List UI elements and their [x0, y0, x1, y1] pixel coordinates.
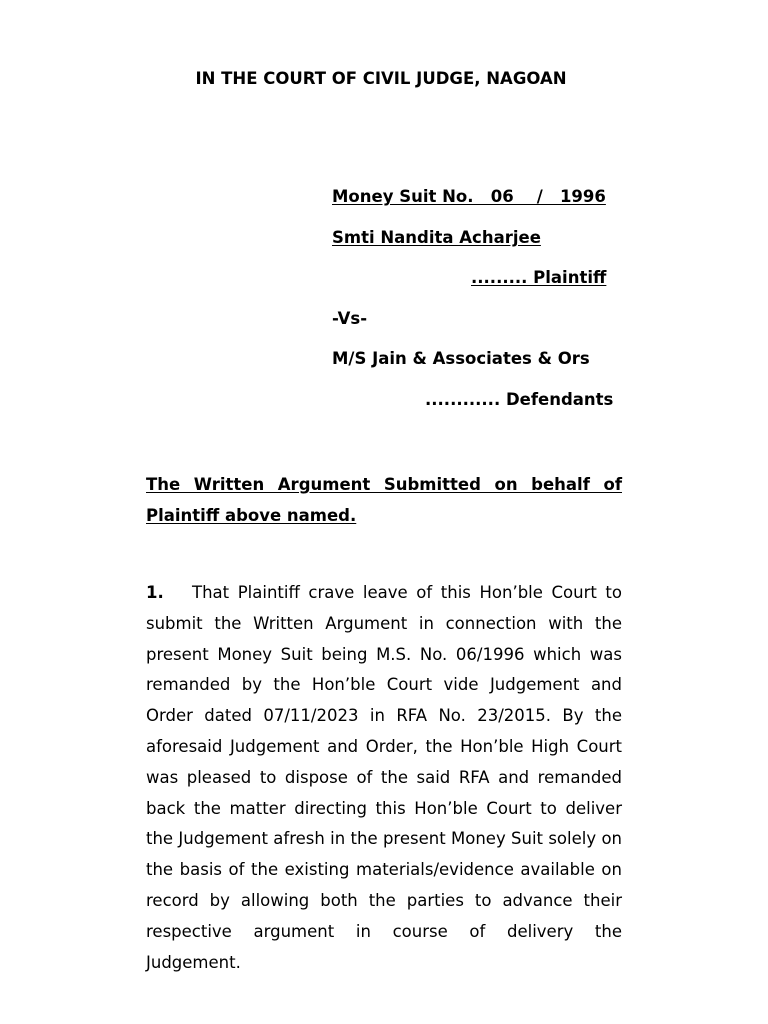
plaintiff-name: Smti Nandita Acharjee	[332, 228, 541, 247]
versus-label: -Vs-	[332, 309, 368, 328]
suit-number: Money Suit No. 06 / 1996	[332, 187, 606, 206]
plaintiff-role: ......... Plaintiff	[471, 268, 607, 287]
paragraph-1	[146, 578, 622, 978]
defendant-name: M/S Jain & Associates & Ors	[332, 349, 590, 368]
paragraph-text: That Plaintiff crave leave of this Hon’ble Court to submit the Written Argument in connection with the present Money Suit being M.S. No. 06/1996 which was remanded by the Hon’ble Court vide Judgement and Order dated 07/11/2023 in RFA No. 23/2015. By the aforesaid Judgement and Order, the Hon’ble High Court was pleased to dispose of the said RFA and remanded back the matter directing this Hon’ble Court to deliver the Judgement afresh in the present Money Suit solely on the basis of the existing materials/evidence available on record by allowing both the parties to advance their respective argument in course of delivery the Judgement.	[146, 583, 622, 972]
court-title: IN THE COURT OF CIVIL JUDGE, NAGOAN	[195, 69, 567, 88]
paragraph-number: 1.	[146, 583, 164, 602]
document-subject: The Written Argument Submitted on behalf of Plaintiff above named.	[146, 475, 622, 525]
defendant-role: ............ Defendants	[425, 390, 614, 409]
